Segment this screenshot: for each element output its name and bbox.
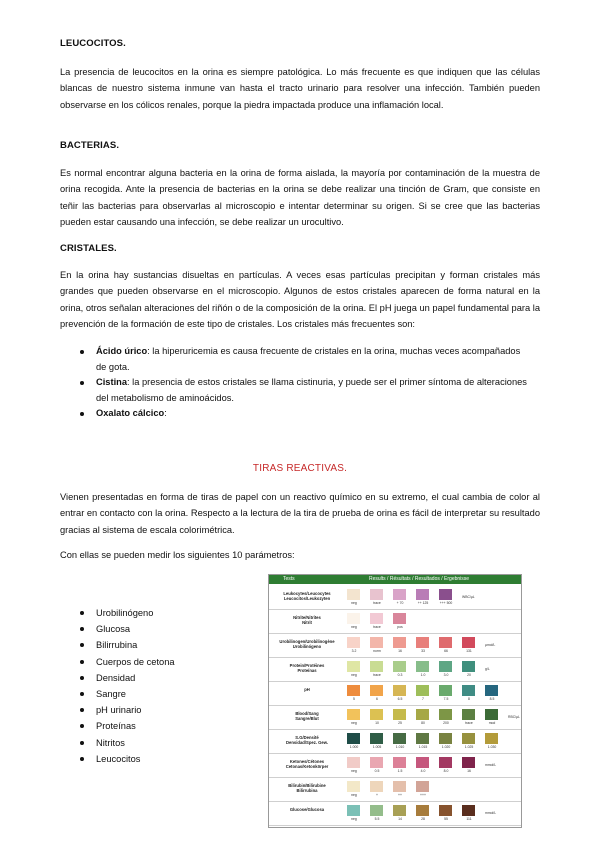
bullet-icon	[80, 381, 84, 385]
chart-row-label: pH	[304, 687, 310, 692]
list-item-acido-urico	[80, 344, 530, 375]
chart-row-label: Protein/Protéines Proteínas	[289, 663, 325, 673]
swatch-value: 200	[443, 721, 449, 725]
swatch-value: 131	[466, 649, 472, 653]
swatch-value: 1.030	[487, 745, 497, 749]
swatch-value: 1.0	[420, 673, 426, 677]
section-heading-leucocitos: LEUCOCITOS.	[60, 38, 126, 49]
unit-label: mmol/L	[485, 763, 497, 767]
parameter-item	[80, 637, 175, 653]
swatch-value: 66	[444, 649, 448, 653]
color-swatch	[370, 637, 383, 648]
parameter-label: Proteínas	[96, 721, 136, 732]
color-swatch	[462, 709, 475, 720]
color-swatch	[393, 709, 406, 720]
swatch-value: norm	[373, 649, 381, 653]
color-swatch	[393, 589, 406, 600]
swatch-value: 25	[398, 721, 402, 725]
paragraph-tiras-intro: Vienen presentadas en forma de tiras de papel con un reactivo químico en su extremo, el cual cambia de color al entrar en contacto con la orina. Respecto a la lectura de la tira de prueba de orina es fácil de interpretar su resultado gracias al sistema de escala colorimétrica.	[60, 492, 540, 535]
color-swatch	[370, 589, 383, 600]
color-swatch	[462, 733, 475, 744]
swatch-value: 28	[421, 817, 425, 821]
unit-label: mmol/L	[485, 811, 497, 815]
swatch-value: trace	[373, 625, 381, 629]
parameter-item	[80, 702, 175, 718]
color-swatch	[370, 757, 383, 768]
unit-label: WBC/µL	[462, 595, 475, 599]
swatch-value: 8	[468, 697, 470, 701]
color-swatch	[439, 685, 452, 696]
chart-row-label: Ketones/Cétones Cetonas/Ketonkörper	[285, 759, 329, 769]
swatch-value: 0.3	[397, 673, 403, 677]
bullet-icon	[80, 660, 84, 664]
bullet-icon	[80, 627, 84, 631]
color-swatch	[462, 805, 475, 816]
color-swatch	[347, 709, 360, 720]
swatch-value: neg	[351, 793, 357, 797]
swatch-value: 0.5	[374, 769, 380, 773]
swatch-value: 7.5	[443, 697, 449, 701]
chart-row	[269, 801, 521, 826]
swatch-value: 20	[467, 673, 471, 677]
swatch-value: 3.0	[443, 673, 449, 677]
color-swatch	[347, 757, 360, 768]
parameter-label: Urobilinógeno	[96, 608, 154, 618]
color-swatch	[370, 709, 383, 720]
color-swatch	[485, 733, 498, 744]
parameter-item	[80, 621, 175, 637]
color-swatch	[462, 685, 475, 696]
swatch-value: 16	[467, 769, 471, 773]
swatch-value: 1.010	[395, 745, 405, 749]
color-swatch	[393, 781, 406, 792]
color-swatch	[393, 685, 406, 696]
color-swatch	[416, 805, 429, 816]
swatch-value: 1.000	[349, 745, 359, 749]
color-swatch	[439, 733, 452, 744]
color-swatch	[439, 757, 452, 768]
chart-row	[269, 729, 521, 754]
color-swatch	[439, 805, 452, 816]
paragraph-cristales: En la orina hay sustancias disueltas en partículas. A veces esas partículas precipitan y forman cristales más grandes que pueden observarse en el microscopio. Algunos de estos cristales aparecen de forma natural en la orina, otros señalan alteraciones del riñón o de la composición de la orina. El pH juega un papel fundamental para la prevención de la formación de este tipo de cristales. Los cristales más frecuentes son:	[60, 270, 540, 329]
swatch-value: trace	[373, 601, 381, 605]
chart-row-label: Bilirubin/Bilirubine Bilirrubina	[288, 783, 326, 793]
chart-row	[269, 585, 521, 610]
parameter-label: Bilirrubina	[96, 640, 138, 651]
desc-acido-urico: : la hiperuricemia es causa frecuente de cristales en la orina, muchas veces acompañados de gota.	[96, 346, 521, 372]
color-swatch	[347, 733, 360, 744]
parameter-label: Glucosa	[96, 624, 131, 635]
swatch-value: ++	[398, 793, 402, 797]
chart-row-label: S.G/Densité Densidad/Spez. Gew.	[286, 735, 328, 745]
bullet-icon	[80, 708, 84, 712]
parameter-label: Sangre	[96, 688, 126, 699]
parameter-item	[80, 670, 175, 686]
color-swatch	[416, 685, 429, 696]
chart-row	[269, 705, 521, 730]
chart-row	[269, 633, 521, 658]
swatch-value: neg	[351, 625, 357, 629]
list-item-oxalato	[80, 406, 530, 422]
swatch-value: +++ 500	[439, 601, 453, 605]
parameter-label: Leucocitos	[96, 753, 141, 764]
swatch-value: ++ 125	[417, 601, 429, 605]
color-swatch	[393, 637, 406, 648]
color-swatch	[347, 685, 360, 696]
color-swatch	[347, 805, 360, 816]
bullet-icon	[80, 350, 84, 354]
swatch-value: + 70	[396, 601, 404, 605]
color-swatch	[370, 781, 383, 792]
swatch-value: neg	[351, 817, 357, 821]
bullet-icon	[80, 757, 84, 761]
section-heading-bacterias: BACTERIAS.	[60, 140, 120, 151]
color-swatch	[439, 637, 452, 648]
swatch-value: +++	[420, 793, 426, 797]
chart-row-label: Glucose/Glucosa	[289, 807, 325, 812]
parameter-label: pH urinario	[96, 705, 142, 716]
parameter-item	[80, 735, 175, 751]
swatch-value: trace	[465, 721, 473, 725]
list-item-cistina	[80, 375, 530, 406]
swatch-value: +	[376, 793, 378, 797]
term-acido-urico: Ácido úrico	[96, 346, 148, 356]
color-swatch	[416, 589, 429, 600]
swatch-value: 8.0	[443, 769, 449, 773]
color-swatch	[439, 589, 452, 600]
color-swatch	[462, 637, 475, 648]
parameter-label: Densidad	[96, 672, 136, 683]
swatch-value: 1.005	[372, 745, 382, 749]
chart-row	[269, 681, 521, 706]
swatch-value: 4.0	[420, 769, 426, 773]
bullet-icon	[80, 676, 84, 680]
bullet-icon	[80, 412, 84, 416]
section-heading-cristales: CRISTALES.	[60, 243, 117, 254]
color-swatch	[393, 757, 406, 768]
parameter-label: Nitritos	[96, 737, 125, 748]
unit-label: µmol/L	[485, 643, 496, 647]
chart-row	[269, 657, 521, 682]
parameter-item	[80, 718, 175, 734]
parameters-list	[80, 605, 175, 767]
swatch-value: 1.020	[441, 745, 451, 749]
color-swatch	[393, 613, 406, 624]
bullet-icon	[80, 643, 84, 647]
chart-header	[269, 575, 521, 584]
color-swatch	[485, 709, 498, 720]
color-swatch	[416, 709, 429, 720]
parameter-item	[80, 605, 175, 621]
swatch-value: 6	[376, 697, 378, 701]
swatch-value: trace	[373, 673, 381, 677]
swatch-value: 1.025	[464, 745, 474, 749]
swatch-value: neg	[351, 721, 357, 725]
chart-header-tests: Tests	[283, 576, 295, 582]
color-swatch	[347, 589, 360, 600]
bullet-icon	[80, 741, 84, 745]
chart-row	[269, 777, 521, 802]
term-cistina: Cistina	[96, 377, 127, 387]
term-oxalato: Oxalato cálcico	[96, 408, 165, 418]
swatch-value: 7	[422, 697, 424, 701]
paragraph-leucocitos: La presencia de leucocitos en la orina es siempre patológica. Lo más frecuente es que indiquen que las células blancas de nuestro sistema inmune van hasta el tracto urinario para resolver una infección. También pueden observarse en los cólicos renales, porque la piedra impactada produce una inflamación local.	[60, 67, 540, 110]
swatch-value: 6.5	[397, 697, 403, 701]
swatch-value: 10	[375, 721, 379, 725]
chart-row	[269, 753, 521, 778]
swatch-value: 1.015	[418, 745, 428, 749]
bullet-icon	[80, 724, 84, 728]
color-swatch	[347, 661, 360, 672]
swatch-value: 1.5	[397, 769, 403, 773]
paragraph-bacterias: Es normal encontrar alguna bacteria en la orina de forma aislada, la mayoría por contaminación de la muestra de orina recogida. Ante la presencia de bacterias en la orina se debe realizar una tinción de Gram, que consiste en teñir las bacterias para observarlas al microscopio e intentar determinar su origen. Si se cree que las bacterias pueden estar causando una infección, se debe realizar un urocultivo.	[60, 168, 540, 227]
swatch-value: pos	[397, 625, 403, 629]
urine-strip-color-chart	[268, 574, 522, 828]
swatch-value: 3.2	[351, 649, 357, 653]
color-swatch	[370, 685, 383, 696]
parameter-item	[80, 751, 175, 767]
swatch-value: 5	[353, 697, 355, 701]
color-swatch	[416, 757, 429, 768]
swatch-value: 5.5	[374, 817, 380, 821]
swatch-value: mod	[488, 721, 496, 725]
swatch-value: 8.5	[489, 697, 495, 701]
parameter-label: Cuerpos de cetona	[96, 656, 175, 667]
chart-row	[269, 609, 521, 634]
swatch-value: 80	[421, 721, 425, 725]
swatch-value: 16	[398, 649, 402, 653]
color-swatch	[462, 661, 475, 672]
color-swatch	[416, 637, 429, 648]
color-swatch	[370, 733, 383, 744]
paragraph-params-intro: Con ellas se pueden medir los siguientes 10 parámetros:	[60, 550, 295, 560]
color-swatch	[439, 661, 452, 672]
swatch-value: 55	[444, 817, 448, 821]
chart-row-label: Urobilinogen/Urobilinogène Urobilinógeno	[279, 639, 335, 649]
color-swatch	[416, 781, 429, 792]
chart-row-label: Nitrite/Nitrites Nitrit	[293, 615, 321, 625]
color-swatch	[393, 661, 406, 672]
swatch-value: neg	[351, 673, 357, 677]
chart-header-results: Results / Résultats / Resultados / Ergebnisse	[369, 576, 470, 582]
color-swatch	[393, 805, 406, 816]
color-swatch	[416, 661, 429, 672]
color-swatch	[370, 661, 383, 672]
swatch-value: 111	[466, 817, 472, 821]
color-swatch	[393, 733, 406, 744]
swatch-value: 14	[398, 817, 402, 821]
swatch-value: neg	[351, 769, 357, 773]
color-swatch	[370, 805, 383, 816]
color-swatch	[347, 781, 360, 792]
chart-row-label: Leukocytes/Leucocytes Leucocitos/Leukozyten	[283, 591, 331, 601]
bullet-icon	[80, 692, 84, 696]
swatch-value: neg	[351, 601, 357, 605]
section-title-tiras-reactivas: TIRAS REACTIVAS.	[252, 463, 348, 474]
color-swatch	[347, 613, 360, 624]
color-swatch	[347, 637, 360, 648]
unit-label: RBC/µL	[508, 715, 520, 719]
unit-label: g/L	[485, 667, 490, 671]
desc-cistina: : la presencia de estos cristales se llama cistinuria, y puede ser el primer síntoma de alteraciones del metabolismo de aminoácidos.	[96, 377, 527, 403]
color-swatch	[485, 685, 498, 696]
color-swatch	[462, 757, 475, 768]
chart-row-label: Blood/Sang Sangre/Blut	[295, 711, 319, 721]
color-swatch	[416, 733, 429, 744]
swatch-value: 33	[421, 649, 425, 653]
parameter-item	[80, 686, 175, 702]
parameter-item	[80, 654, 175, 670]
color-swatch	[439, 709, 452, 720]
color-swatch	[370, 613, 383, 624]
desc-oxalato: :	[164, 408, 167, 418]
bullet-icon	[80, 611, 84, 615]
